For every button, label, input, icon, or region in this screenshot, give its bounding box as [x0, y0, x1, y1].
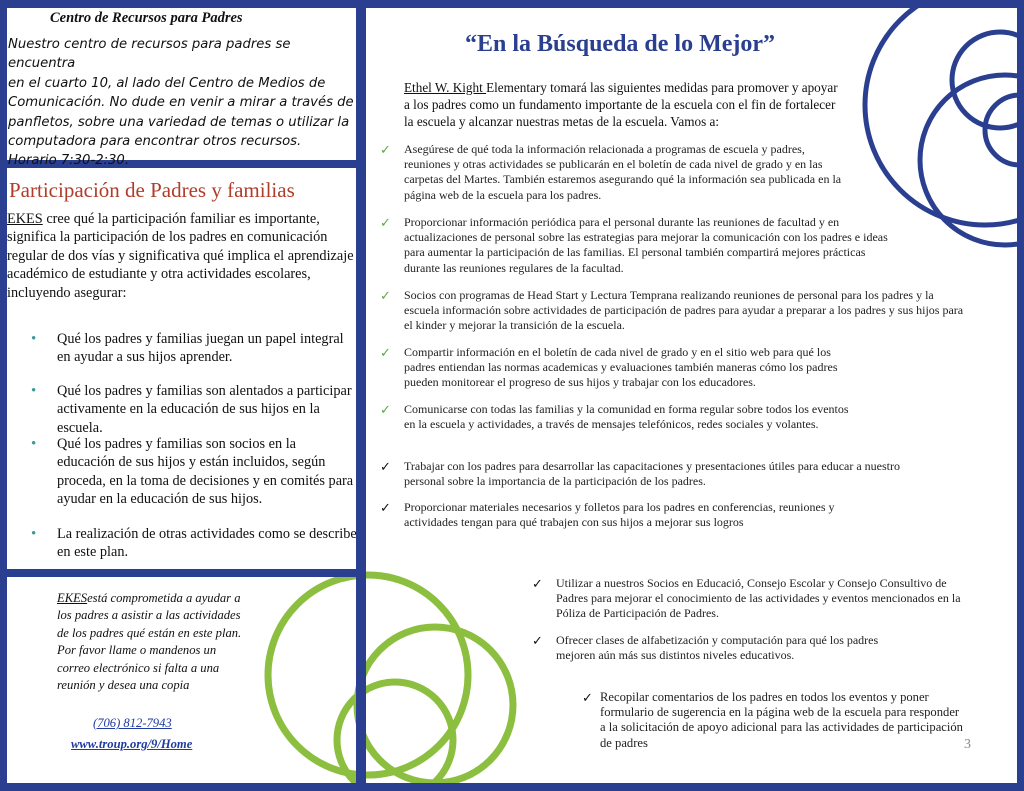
frame-right: [1017, 0, 1024, 791]
list-item: [380, 500, 884, 530]
main-intro: [404, 79, 844, 130]
website-link[interactable]: www.troup.org/9/Home: [71, 737, 193, 751]
list-item: [532, 576, 966, 622]
frame-top: [0, 0, 1024, 8]
list-item-text: Proporcionar información periódica para el personal durante las reuniones de facultad y en actualizaciones de personal sobre las estrategias para mejorar la comunicación con los padres e ideas para aumentar la participación de las familias. El personal también compartirá mejores prácticas durante las reuniones regulares de la facultad.: [404, 215, 888, 275]
checkmark-icon: ✓: [380, 345, 391, 360]
list-item: [380, 345, 852, 391]
list-item-text: Recopilar comentarios de los padres en todos los eventos y poner formulario de sugerencia en la página web de la escuela para responder a la solicitación de apoyo adicional para las actividades de participación de padres: [600, 690, 963, 750]
bullet-icon: •: [31, 436, 37, 452]
checkmark-icon: ✓: [380, 402, 391, 417]
participation-title: Participación de Padres y familias: [9, 178, 295, 202]
resource-line: Nuestro centro de recursos para padres se encuentra: [8, 37, 291, 72]
main-intro-text: Elementary tomará las siguientes medidas para promover y apoyar a los padres como un fundamento importante de la escuela con el fin de fortalecer la escuela y alcanzar nuestras metas de la escuela. Vamos a:: [404, 80, 838, 129]
list-item: [31, 382, 357, 437]
frame-left-rule-2: [0, 569, 362, 577]
list-item-text: Trabajar con los padres para desarrollar las capacitaciones y presentaciones útiles para educar a nuestro personal sobre la importancia de la participación de los padres.: [404, 459, 901, 489]
list-item: [380, 215, 904, 276]
list-item: [380, 459, 908, 489]
resource-line: panfletos, sobre una variedad de temas o utilizar la: [8, 114, 350, 130]
checkmark-icon: ✓: [380, 215, 391, 230]
resource-center-body: [8, 35, 358, 171]
checkmark-icon: ✓: [380, 459, 391, 474]
phone-number[interactable]: (706) 812-7943: [93, 716, 172, 730]
list-item-text: La realización de otras actividades como se describe en este plan.: [57, 526, 357, 561]
checkmark-icon: ✓: [380, 288, 391, 303]
bullet-icon: •: [31, 383, 37, 399]
blue-circle-medium: [920, 75, 1024, 245]
checkmark-icon: ✓: [532, 576, 543, 591]
main-title: “En la Búsqueda de lo Mejor”: [465, 31, 776, 57]
list-item: [532, 633, 916, 663]
checkmark-icon: ✓: [380, 500, 391, 515]
checkmark-icon: ✓: [532, 633, 543, 648]
resource-line: Comunicación. No dude en venir a mirar a través de: [8, 95, 354, 111]
list-item: [31, 435, 357, 509]
resource-line: computadora para encontrar otros recursos.: [8, 134, 302, 150]
bullet-icon: •: [31, 331, 37, 347]
list-item-text: Comunicarse con todas las familias y la comunidad en forma regular sobre todos los eventos en la escuela y actividades, a través de mensajes telefónicos, redes sociales y volantes.: [404, 402, 849, 432]
frame-bottom: [0, 783, 1024, 791]
list-item: [380, 288, 964, 334]
page-number: 3: [964, 737, 971, 752]
list-item: [380, 402, 852, 432]
list-item-text: Ofrecer clases de alfabetización y computación para qué los padres mejoren aún más sus distintos niveles educativos.: [556, 633, 879, 663]
list-item-text: Proporcionar materiales necesarios y folletos para los padres en conferencias, reuniones y actividades tengan para qué trabajen con sus hijos a mejorar sus logros: [404, 500, 835, 530]
participation-intro-text: cree qué la participación familiar es importante, significa la participación de los padres en comunicación regular de dos vías y significativa qué implica el aprendizaje académico de estudiante y otra actividades escolares, incluyendo asegurar:: [7, 211, 354, 301]
ekes-abbr: EKES: [7, 211, 43, 227]
school-name: Ethel W. Kight: [404, 80, 487, 95]
list-item: [31, 330, 357, 367]
list-item-text: Qué los padres y familias son alentados a participar activamente en la educación de sus hijos en la escuela.: [57, 383, 352, 436]
commitment-body: está comprometida a ayudar a los padres a asistir a las actividades de los padres qué están en este plan. Por favor llame o mandenos un correo electrónico si falta a una reunión y desea una copia: [57, 591, 242, 693]
resource-hours: Horario 7:30-2:30.: [8, 153, 130, 169]
bullet-icon: •: [31, 526, 37, 542]
frame-left: [0, 0, 7, 791]
list-item-text: Socios con programas de Head Start y Lectura Temprana realizando reuniones de personal para los padres y la escuela información sobre actividades de participación de padres para ayudar a preparar a los padres y sus hijos para el kinder y mejorar la transición de la escuela.: [404, 288, 964, 333]
list-item-text: Compartir información en el boletín de cada nivel de grado y en el sitio web para qué los padres entiendan las normas academicas y evaluaciones también maneras cómo los padres pueden monitorear el progreso de sus hijos y trabajar con los educadores.: [404, 345, 838, 390]
resource-line: en el cuarto 10, al lado del Centro de Medios de: [8, 75, 326, 91]
checkmark-icon: ✓: [380, 142, 391, 157]
ekes-abbr: EKES: [57, 591, 88, 605]
list-item: [582, 690, 964, 751]
list-item-text: Qué los padres y familias juegan un papel integral en ayudar a sus hijos aprender.: [57, 331, 344, 366]
checkmark-icon: ✓: [582, 690, 593, 705]
green-circle-medium: [357, 627, 513, 783]
commitment-text: [57, 590, 247, 694]
list-item-text: Asegúrese de qué toda la información relacionada a programas de escuela y padres, reuniones y otras actividades se publicarán en el boletín de cada nivel de grado y en las carpetas del Martes. También estaremos asegurando qué la información sea publicada en la página web de la escuela para los padres.: [404, 142, 842, 202]
list-item-text: Qué los padres y familias son socios en la educación de sus hijos y están incluidos, según proceda, en la toma de decisiones y en comités para ayudar en la educación de sus hijos.: [57, 436, 354, 508]
list-item: [31, 525, 357, 562]
list-item: [380, 142, 846, 203]
resource-center-title: Centro de Recursos para Padres: [50, 10, 243, 26]
participation-intro: [7, 210, 357, 302]
list-item-text: Utilizar a nuestros Socios en Educació, Consejo Escolar y Consejo Consultivo de Padres para mejorar el conocimiento de las actividades y eventos mencionados en la Póliza de Participación de Padres.: [556, 576, 961, 621]
